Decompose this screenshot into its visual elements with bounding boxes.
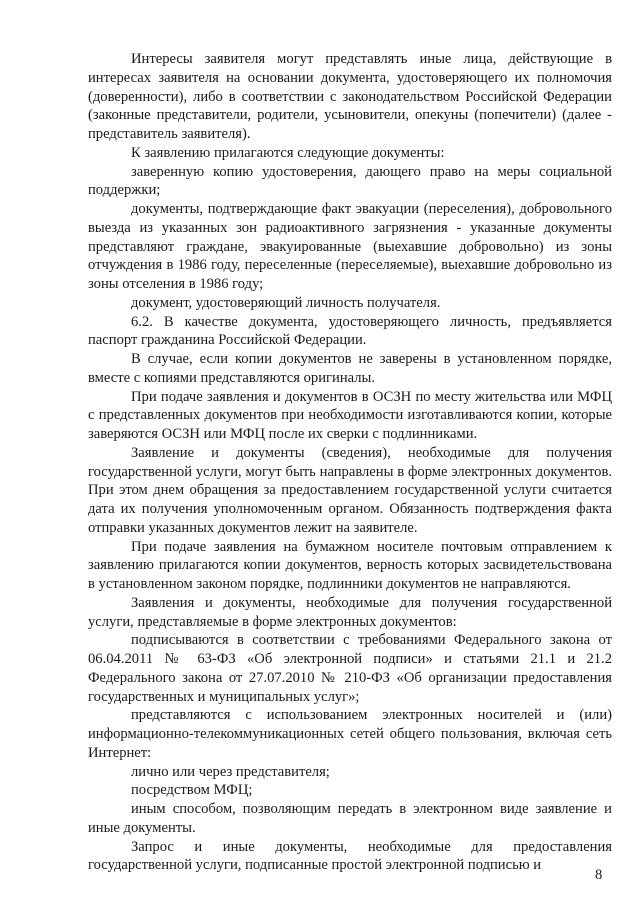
paragraph: подписываются в соответствии с требованиями Федерального закона от 06.04.2011 № 63-ФЗ «Об электронной подписи» и статьями 21.1 и 21.2 Федерального закона от 27.07.2010 № 210-ФЗ «Об организации предоставления государственных и муниципальных услуг»; [88, 632, 612, 705]
document-body [88, 50, 612, 875]
paragraph: заверенную копию удостоверения, дающего право на меры социальной поддержки; [88, 163, 612, 199]
paragraph: Заявления и документы, необходимые для получения государственной услуги, представляемые в форме электронных документов: [88, 594, 612, 630]
paragraph: 6.2. В качестве документа, удостоверяющего личность, предъявляется паспорт гражданина Российской Федерации. [88, 313, 612, 349]
paragraph: документ, удостоверяющий личность получателя. [131, 294, 441, 311]
paragraph: При подаче заявления на бумажном носителе почтовым отправлением к заявлению прилагаются копии документов, верность которых засвидетельствована в установленном законом порядке, подлинники документов не направляются. [88, 538, 612, 592]
paragraph: К заявлению прилагаются следующие документы: [131, 144, 445, 161]
paragraph: Запрос и иные документы, необходимые для предоставления государственной услуги, подписанные простой электронной подписью и [88, 838, 612, 874]
paragraph: Заявление и документы (сведения), необходимые для получения государственной услуги, могут быть направлены в форме электронных документов. При этом днем обращения за предоставлением государственной услуги считается дата их получения уполномоченным органом. Обязанность подтверждения факта отправки указанных документов лежит на заявителе. [88, 444, 612, 536]
paragraph: При подаче заявления и документов в ОСЗН по месту жительства или МФЦ с представленных документов при необходимости изготавливаются копии, которые заверяются ОСЗН или МФЦ после их сверки с подлинниками. [88, 388, 612, 442]
paragraph: В случае, если копии документов не заверены в установленном порядке, вместе с копиями представляются оригиналы. [88, 351, 612, 386]
paragraph: посредством МФЦ; [131, 782, 253, 799]
paragraph: лично или через представителя; [131, 763, 330, 780]
paragraph: иным способом, позволяющим передать в электронном виде заявление и иные документы. [88, 801, 612, 836]
paragraph: документы, подтверждающие факт эвакуации (переселения), добровольного выезда из указанных зон радиоактивного загрязнения - указанные документы представляют граждане, эвакуированные (выехавшие добровольно) из зоны отчуждения в 1986 году, переселенные (переселяемые), выехавшие добровольно из зоны отселения в 1986 году; [88, 201, 612, 292]
page-number: 8 [595, 867, 603, 883]
paragraph: представляются с использованием электронных носителей и (или) информационно-телекоммуникационных сетей общего пользования, включая сеть Интернет: [88, 707, 612, 761]
paragraph: Интересы заявителя могут представлять иные лица, действующие в интересах заявителя на основании документа, удостоверяющего их полномочия (доверенности), либо в соответствии с законодательством Российской Федерации (законные представители, родители, усыновители, опекуны (попечители) (далее - представитель заявителя). [88, 51, 612, 142]
